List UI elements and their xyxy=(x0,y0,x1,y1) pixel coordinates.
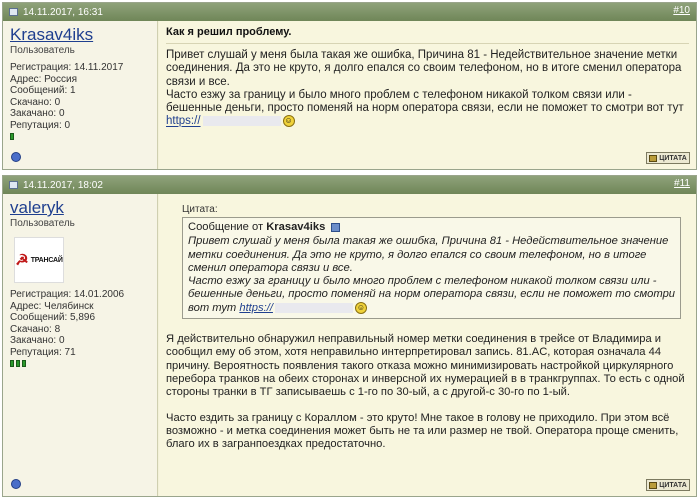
user-title: Пользователь xyxy=(10,45,75,56)
stat-messages: Сообщений: 1 xyxy=(10,85,76,96)
user-info xyxy=(3,194,158,496)
redacted-link xyxy=(275,303,353,313)
post-status-icon xyxy=(9,8,18,16)
post-header xyxy=(3,3,696,21)
stat-registration: Регистрация: 14.11.2017 xyxy=(10,62,124,73)
goto-post-icon[interactable] xyxy=(331,223,340,232)
user-title: Пользователь xyxy=(10,218,75,229)
avatar-brand-text: ТРАНСАЙ xyxy=(30,256,63,264)
quote-paragraph: Привет слушай у меня была такая же ошибка, Причина 81 - Недействительное значение метки соединения. Да это не круто, я долго епался со своим телефоном, но в итоге сменил оператора связи и все. xyxy=(188,235,669,274)
external-link[interactable]: https:// xyxy=(239,301,273,314)
username-link[interactable]: valeryk xyxy=(10,198,64,217)
post-body-paragraph: Я действительно обнаружил неправильный номер метки соединения в трейсе от Владимира и сообщил ему об этом, хотя неправильно интерпретировал запись. 81.AC, которая означала 44 причину. Вероятность появления такого отказа можно минимизировать настройкой циркулярного перебора транков на обеих сторонах и инверсной их нумерацией в в транкгруппах. То есть с одной стороны транки в ТГ записываешь с 1-го по 30-ый, а с другой-с 30-го по 1-ый. xyxy=(166,333,685,399)
stat-reputation: Репутация: 71 xyxy=(10,346,76,358)
reputation-dot-icon xyxy=(16,360,20,367)
quote-paragraph: Часто езжу за границу и было много проблем с телефоном никакой толком связи или - бешенные деньги, просто поменяй на норм оператора связи, если не поможет то смотри вот тут https:// ☺ xyxy=(188,275,676,314)
forum-post xyxy=(2,2,697,170)
user-info xyxy=(3,21,158,169)
post-body-paragraph: Часто езжу за границу и было много проблем с телефоном никакой толком связи или - бешенные деньги, просто поменяй на норм оператора связи, если не поможет то смотри вот тут https:// ☺ xyxy=(166,88,684,128)
quote-icon xyxy=(649,155,657,162)
quote-label: Цитата: xyxy=(182,204,218,215)
user-stats xyxy=(10,62,150,131)
post-body xyxy=(166,333,689,451)
online-status-icon xyxy=(11,152,21,162)
post-body xyxy=(166,49,689,129)
post-date: 14.11.2017, 18:02 xyxy=(23,179,103,191)
reputation-dot-icon xyxy=(10,133,14,140)
avatar[interactable] xyxy=(14,237,64,283)
post-title: Как я решил проблему. xyxy=(166,26,689,44)
stat-uploaded: Закачано: 0 xyxy=(10,335,65,346)
post-number-link[interactable]: #10 xyxy=(673,5,690,16)
quote-button[interactable]: ЦИТАТА xyxy=(646,152,690,164)
reputation-dot-icon xyxy=(22,360,26,367)
forum-post xyxy=(2,175,697,497)
reputation-dot-icon xyxy=(10,360,14,367)
stat-reputation: Репутация: 0 xyxy=(10,119,71,131)
reputation-bar xyxy=(10,360,150,367)
quote-body xyxy=(188,235,675,315)
stat-messages: Сообщений: 5,896 xyxy=(10,312,96,323)
smiley-icon: ☺ xyxy=(356,302,366,312)
stat-address: Адрес: Россия xyxy=(10,73,77,85)
stat-downloaded: Скачано: 8 xyxy=(10,323,61,335)
post-body-paragraph: Привет слушай у меня была такая же ошибка, Причина 81 - Недействительное значение метки соединения. Да это не круто, я долго епался со своим телефоном, но в итоге сменил оператора связи и все. xyxy=(166,49,682,88)
post-message xyxy=(159,194,696,496)
reputation-bar xyxy=(10,133,150,140)
quote-header: Сообщение от Krasav4iks xyxy=(188,221,675,234)
post-body-paragraph: Часто ездить за границу с Кораллом - это круто! Мне такое в голову не приходило. При этом всё возможно - и метка соединения может быть не та или размер не твой. Оператора проще сменить, благо их в загранпоездках предостаточно. xyxy=(166,411,679,451)
stat-downloaded: Скачано: 0 xyxy=(10,96,61,108)
post-number-link[interactable]: #11 xyxy=(674,178,690,189)
quote-button[interactable]: ЦИТАТА xyxy=(646,479,690,491)
smiley-icon: ☺ xyxy=(284,116,293,126)
user-stats xyxy=(10,289,150,358)
redacted-link xyxy=(203,116,281,126)
stat-uploaded: Закачано: 0 xyxy=(10,108,65,119)
username-link[interactable]: Krasav4iks xyxy=(10,25,94,44)
hammer-sickle-icon: ☭ xyxy=(15,252,29,269)
external-link[interactable]: https:// xyxy=(166,115,201,128)
quote-block xyxy=(182,217,681,319)
post-status-icon xyxy=(9,181,18,189)
quote-author: Krasav4iks xyxy=(266,221,326,233)
quote-icon xyxy=(649,482,657,489)
stat-registration: Регистрация: 14.01.2006 xyxy=(10,289,125,300)
post-date: 14.11.2017, 16:31 xyxy=(23,6,103,18)
post-message xyxy=(159,21,696,169)
post-header xyxy=(3,176,696,194)
online-status-icon xyxy=(11,479,21,489)
stat-address: Адрес: Челябинск xyxy=(10,300,94,312)
